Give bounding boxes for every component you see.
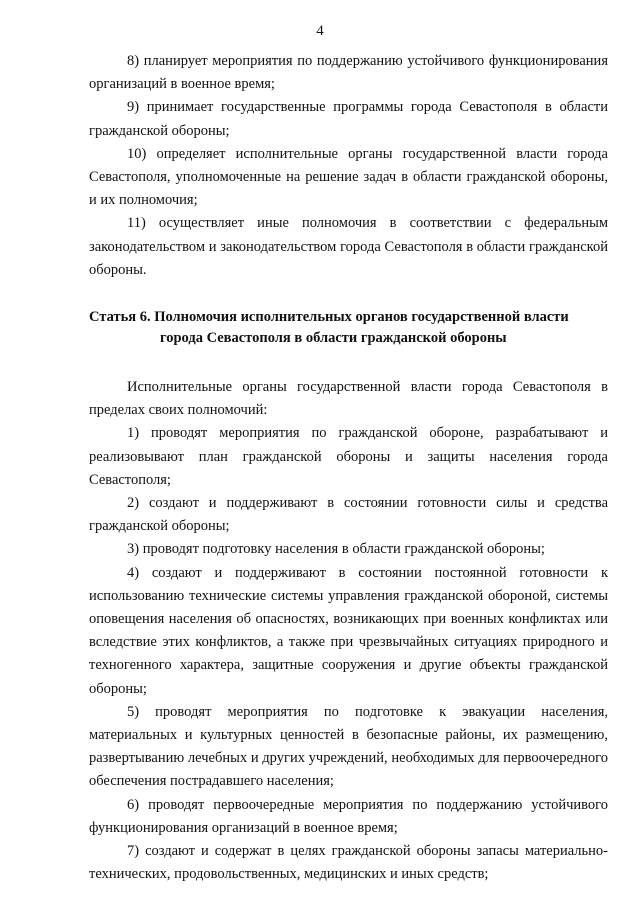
list-item-9: 9) принимает государственные программы города Севастополя в области гражданской обороны; <box>89 99 608 139</box>
list-item-10: 10) определяет исполнительные органы государственной власти города Севастополя, уполномоченные на решение задач в области гражданской обороны, и их полномочия; <box>89 145 608 209</box>
article-heading-line2: города Севастополя в области гражданской обороны <box>160 330 507 347</box>
article-item-6: 6) проводят первоочередные мероприятия по поддержанию устойчивого функционирования организаций в военное время; <box>89 796 608 836</box>
article-item-5: 5) проводят мероприятия по подготовке к эвакуации населения, материальных и культурных ценностей в безопасные районы, их размещению, развертыванию лечебных и других учреждений, необходимых для первоочередного обеспечения пострадавшего населения; <box>89 703 608 790</box>
list-item-11: 11) осуществляет иные полномочия в соответствии с федеральным законодательством и законодательством города Севастополя в области гражданской обороны. <box>89 215 608 278</box>
article-item-7: 7) создают и содержат в целях гражданской обороны запасы материально-технических, продовольственных, медицинских и иных средств; <box>89 843 608 883</box>
article-heading-line1: Статья 6. Полномочия исполнительных органов государственной власти <box>89 309 569 326</box>
page-number: 4 <box>316 23 324 39</box>
article-item-2: 2) создают и поддерживают в состоянии готовности силы и средства гражданской обороны; <box>89 495 608 535</box>
article-item-4: 4) создают и поддерживают в состоянии постоянной готовности к использованию технические системы управления гражданской обороной, системы оповещения населения об опасностях, возникающих при военных конфликтах или вследствие этих конфликтов, а также при чрезвычайных ситуациях природного и техногенного характера, защитные сооружения и другие объекты гражданской обороны; <box>89 564 608 697</box>
article-item-3: 3) проводят подготовку населения в области гражданской обороны; <box>127 541 545 558</box>
article-item-1: 1) проводят мероприятия по гражданской обороне, разрабатывают и реализовывают план гражданской обороны и защиты населения города Севастополя; <box>89 425 608 488</box>
list-item-8: 8) планирует мероприятия по поддержанию устойчивого функционирования организаций в военное время; <box>89 53 608 93</box>
document-body <box>89 50 608 887</box>
article-intro: Исполнительные органы государственной власти города Севастополя в пределах своих полномочий: <box>89 379 608 419</box>
article-heading <box>89 307 608 349</box>
